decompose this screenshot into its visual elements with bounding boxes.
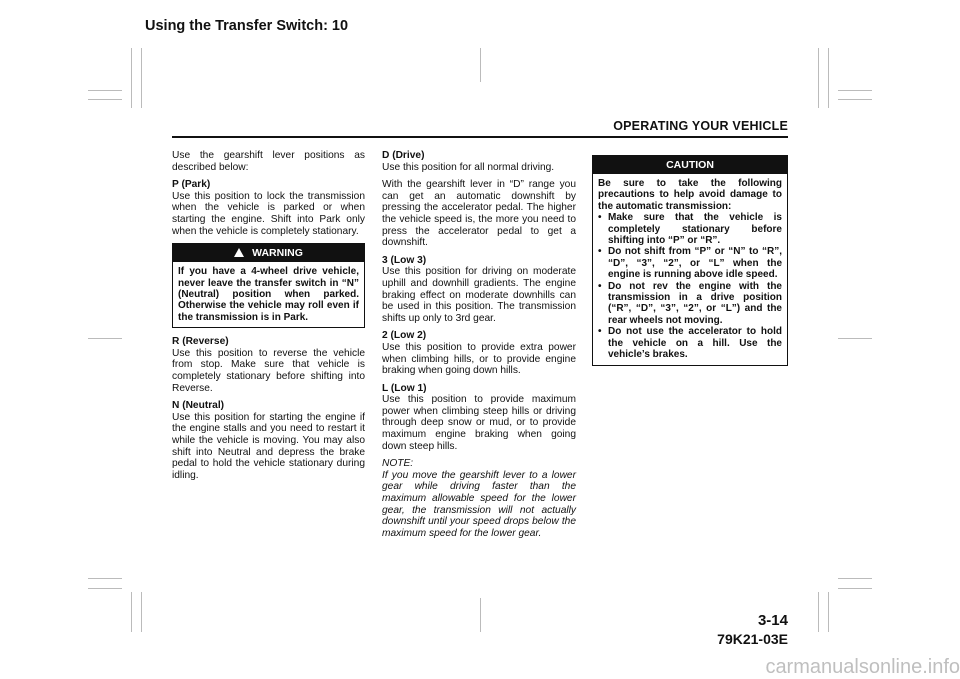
park-heading: P (Park) [172,179,211,191]
reverse-section [172,336,365,394]
crop-mark [141,48,142,108]
crop-mark [88,578,122,579]
page-header-title: Using the Transfer Switch: 10 [145,18,349,34]
note-heading: NOTE: [382,458,414,470]
crop-mark [838,578,872,579]
park-text: Use this position to lock the transmission when the vehicle is parked or when starting the engine. Shift into Park only when the vehicle is completely stationary. [172,190,365,237]
caution-header: CAUTION [593,156,787,174]
crop-mark [88,338,122,339]
crop-mark [818,48,819,108]
low1-heading: L (Low 1) [382,382,427,394]
crop-mark [131,48,132,108]
neutral-heading: N (Neutral) [172,400,225,412]
crop-mark [88,90,122,91]
crop-mark [818,592,819,632]
reverse-text: Use this position to reverse the vehicle from stop. Make sure that vehicle is completely stationary before shifting into Reverse. [172,347,365,394]
low2-text: Use this position to provide extra power when climbing hills, or to provide engine braking when going down hills. [382,341,576,377]
crop-mark [480,48,481,82]
crop-mark [131,592,132,632]
low3-text: Use this position for driving on moderate uphill and downhill gradients. The engine braking effect on moderate downhills can be used in this position. The transmission shifts up only to 3rd gear. [382,266,576,324]
warning-label: WARNING [252,247,303,260]
crop-mark [141,592,142,632]
drive-text: Use this position for all normal driving. [382,161,555,173]
low3-heading: 3 (Low 3) [382,254,427,266]
drive-heading: D (Drive) [382,150,425,161]
park-section [172,179,365,237]
crop-mark [828,592,829,632]
caution-item: • Do not shift from “P” or “N” to “R”, “D”, “3”, “2”, or “L” when the engine is running above idle speed. [598,246,782,280]
low1-section [382,383,576,453]
crop-mark [828,48,829,108]
caution-box [592,155,788,366]
crop-mark [838,338,872,339]
warning-box [172,243,365,328]
crop-mark [480,598,481,632]
crop-mark [88,99,122,100]
warning-header [173,244,364,262]
low2-section [382,330,576,376]
low1-text: Use this position to provide maximum power when climbing steep hills or driving through deep snow or mud, or to provide maximum engine braking when going down steep hills. [382,394,576,452]
warning-triangle-icon [234,248,244,257]
intro-paragraph: Use the gearshift lever positions as described below: [172,150,365,173]
drive-section [382,150,576,173]
caution-item: • Do not use the accelerator to hold the vehicle on a hill. Use the vehicle’s brakes. [598,326,782,360]
crop-mark [88,588,122,589]
document-code: 79K21-03E [717,631,788,647]
caution-intro: Be sure to take the following precautions to help avoid damage to the automatic transmission: [598,178,782,212]
drive-text-2: With the gearshift lever in “D” range you can get an automatic downshift by pressing the accelerator pedal. The higher the vehicle speed is, the more you need to press the accelerator pedal to get a downshift. [382,179,576,249]
header-rule [172,136,788,138]
neutral-text: Use this position for starting the engine if the engine stalls and you need to restart it while the vehicle is moving. You may also shift into Neutral and depress the brake pedal to hold the vehicle stationary during idling. [172,411,365,481]
note-text: If you move the gearshift lever to a lower gear while driving faster than the maximum allowable speed for the lower gear, the transmission will not actually downshift until your speed drops below the maximum speed for the lower gear. [382,469,576,539]
column-middle [382,150,576,545]
crop-mark [838,90,872,91]
neutral-section [172,400,365,481]
low3-section [382,255,576,325]
note-section [382,458,576,539]
section-title: OPERATING YOUR VEHICLE [613,119,788,133]
caution-item: • Make sure that the vehicle is completely stationary before shifting into “P” or “R”. [598,212,782,246]
caution-body [593,174,787,365]
caution-item: • Do not rev the engine with the transmission in a drive position (“R”, “D”, “3”, “2”, or “L”) and the rear wheels not moving. [598,281,782,327]
low2-heading: 2 (Low 2) [382,330,427,342]
crop-mark [838,588,872,589]
column-left [172,150,365,487]
crop-mark [838,99,872,100]
warning-text: If you have a 4-wheel drive vehicle, never leave the transfer switch in “N” (Neutral) position when parked. Otherwise the vehicle may roll even if the transmission is in Park. [178,266,359,323]
watermark: carmanualsonline.info [765,656,960,678]
page-number: 3-14 [757,612,788,629]
reverse-heading: R (Reverse) [172,336,229,348]
